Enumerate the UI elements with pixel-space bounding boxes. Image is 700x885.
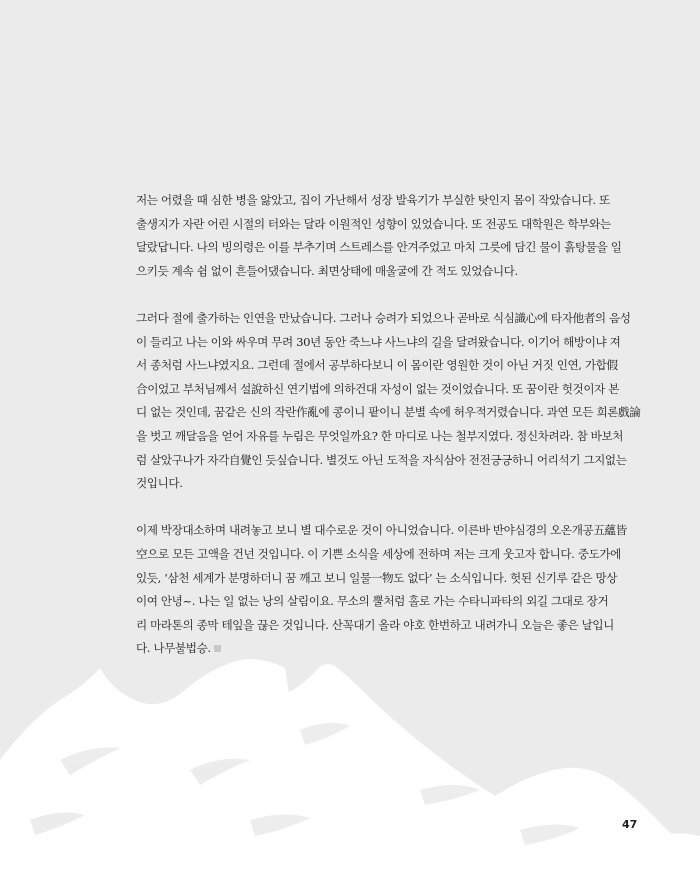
text-line: 저는 어렸을 때 심한 병을 앓았고, 집이 가난해서 성장 발육기가 부실한 탓인지 몸이 작았습니다. 또	[136, 193, 610, 207]
paragraph-3	[136, 519, 656, 661]
text-line: 리 마라톤의 종막 테잎을 끊은 것입니다. 산꼭대기 올라 야호 한번하고 내려가니 오늘은 좋은 날입니	[136, 617, 614, 632]
text-line: 있듯, ‘삼천 세계가 분명하더니 꿈 깨고 보니 일물一物도 없다’ 는 소식입니다. 헛된 신기루 같은 망상	[136, 570, 618, 585]
text-line: 그러다 절에 출가하는 인연을 만났습니다. 그러나 승려가 되었으나 곧바로 식심識心에 타자他者의 음성	[136, 310, 631, 325]
text-line: 으키듯 계속 쉼 없이 흔들어댔습니다. 최면상태에 매울굴에 간 적도 있었습니다.	[136, 263, 518, 278]
text-line: 것입니다.	[136, 476, 183, 491]
text-line: 이제 박장대소하며 내려놓고 보니 별 대수로운 것이 아니었습니다. 이른바 반야심경의 오온개공五蘊皆	[136, 523, 627, 538]
paragraph-2	[136, 307, 656, 496]
text-line: 디 없는 것인데, 꿈같은 신의 작란作亂에 콩이니 팥이니 분별 속에 허우적거렸습니다. 과연 모든 희론戲論	[136, 405, 641, 420]
text-line: 이 들리고 나는 이와 싸우며 무려 30년 동안 죽느냐 사느냐의 길을 달려왔습니다. 이기어 해방이냐 져	[136, 334, 621, 349]
text-line: 달랐답니다. 나의 빙의령은 이를 부추기며 스트레스를 안겨주었고 마치 그릇에 담긴 물이 흙탕물을 일	[136, 240, 622, 255]
text-line-last	[136, 637, 656, 661]
text-line: 출생지가 자란 어린 시절의 터와는 달라 이원적인 성향이 있었습니다. 또 전공도 대학원은 학부와는	[136, 216, 611, 231]
text-line: 合이었고 부처님께서 설說하신 연기법에 의하건대 자성이 없는 것이었습니다. 또 꿈이란 헛것이자 본	[136, 381, 619, 396]
page-number: 47	[622, 818, 638, 831]
text-line: 서 종처럼 사느냐였지요. 그런데 절에서 공부하다보니 이 몸이란 영원한 것이 아닌 거짓 인연, 가합假	[136, 358, 618, 373]
text-line: 을 벗고 깨달음을 얻어 자유를 누림은 무엇일까요? 한 마디로 나는 철부지였다. 정신차려라. 참 바보처	[136, 428, 624, 443]
essay-body	[136, 189, 656, 684]
text-line: 럼 살았구나가 자각自覺인 듯싶습니다. 별것도 아닌 도적을 자식삼아 전전긍긍하니 어리석기 그지없는	[136, 452, 627, 467]
text-line: 空으로 모든 고액을 건넌 것입니다. 이 기쁜 소식을 세상에 전하며 저는 크게 웃고자 합니다. 중도가에	[136, 546, 621, 561]
text-line: 이여 안녕~. 나는 일 없는 낭의 살림이요. 무소의 뿔처럼 홀로 가는 수타니파타의 외길 그대로 장거	[136, 594, 609, 609]
paragraph-1	[136, 189, 656, 283]
end-of-article-mark	[214, 645, 221, 652]
text-line: 다. 나무불법승.	[136, 641, 211, 656]
